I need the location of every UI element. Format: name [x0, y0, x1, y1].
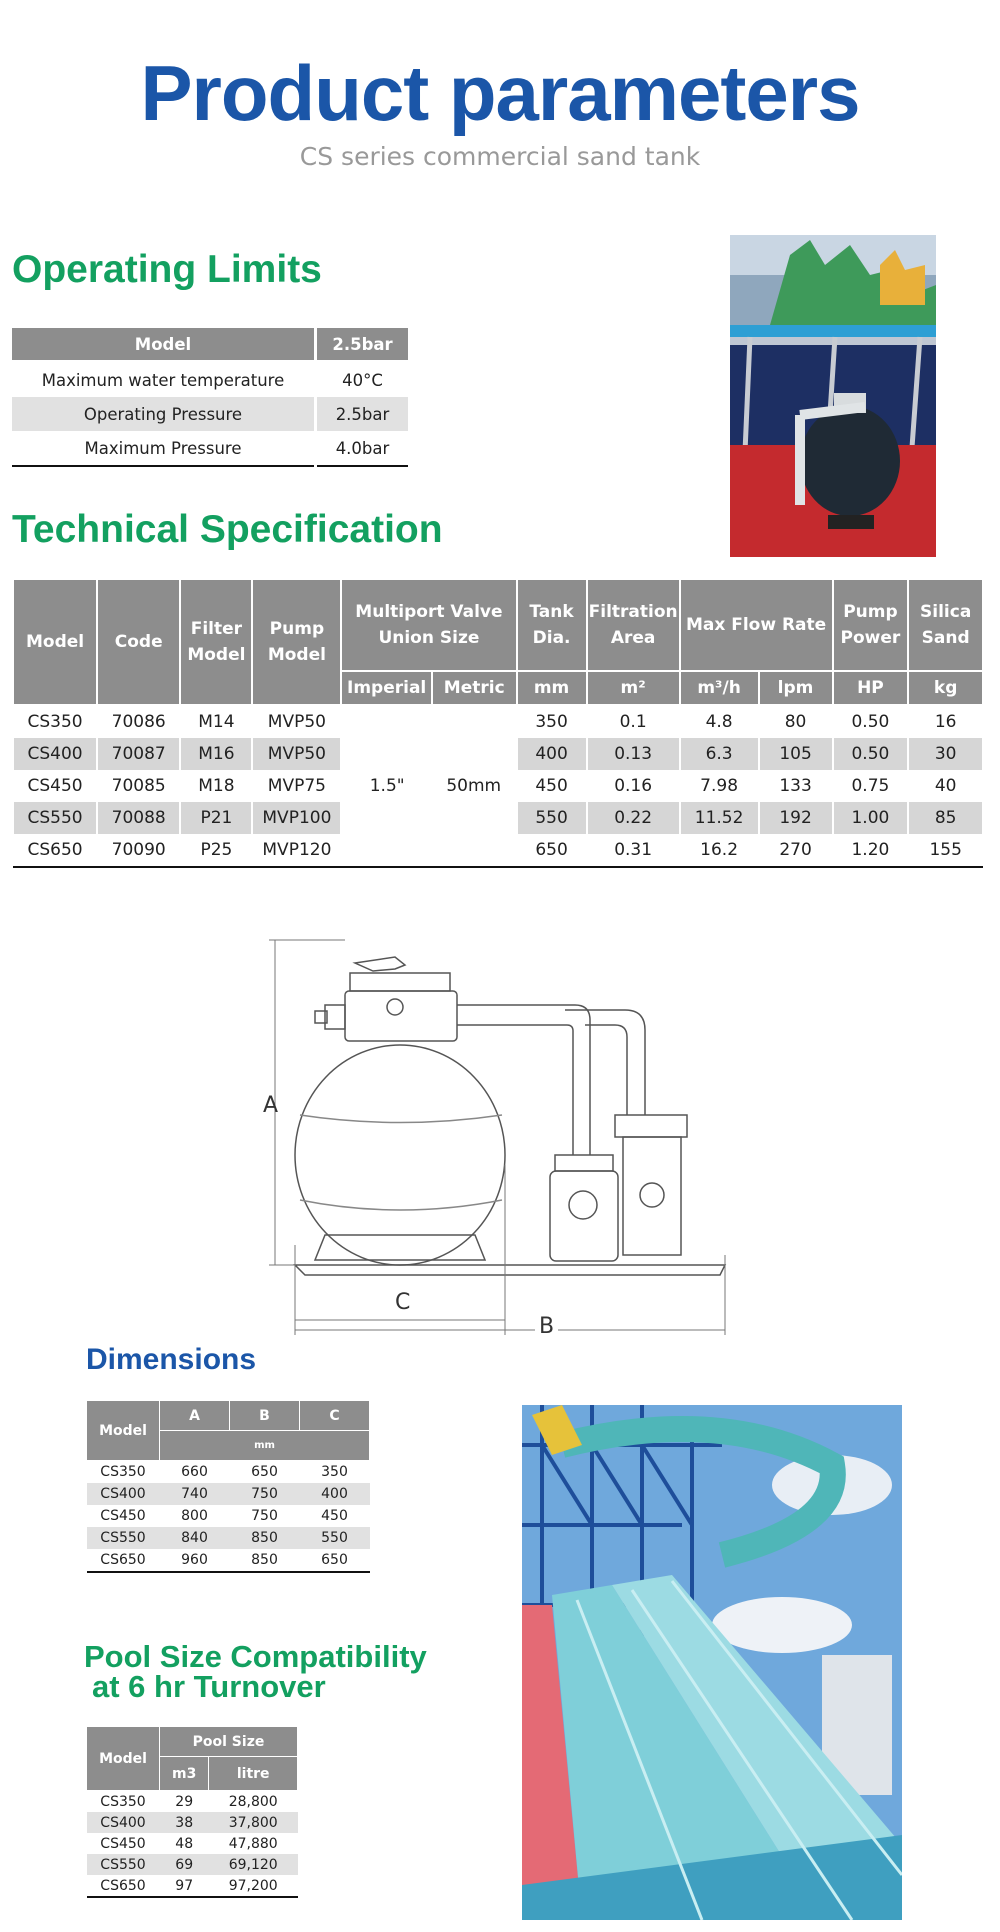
- table-row: [12, 431, 408, 466]
- tech-pump: MVP50: [252, 738, 341, 770]
- table-row: [12, 362, 408, 398]
- dim-a: 840: [160, 1527, 230, 1549]
- pool-litre: 47,880: [228, 1835, 278, 1852]
- table-row: [13, 705, 983, 738]
- dimension-c-label: C: [391, 1290, 414, 1315]
- dim-model: CS650: [87, 1549, 160, 1572]
- pool-litre: 28,800: [228, 1793, 278, 1810]
- table-row: [12, 397, 408, 431]
- tech-lpm: 192: [759, 802, 833, 834]
- pool-model: CS650: [87, 1875, 160, 1897]
- water-park-photo: [522, 1405, 902, 1920]
- operating-limits-heading: Operating Limits: [12, 248, 322, 291]
- tech-valve-imperial: 1.5": [341, 705, 432, 867]
- dim-unit: mm: [160, 1431, 370, 1461]
- table-row: [87, 1833, 298, 1854]
- tech-kg: 40: [934, 776, 957, 796]
- tech-m3h: 11.52: [680, 802, 759, 834]
- dim-a: 960: [160, 1549, 230, 1572]
- tech-m3h: 16.2: [680, 834, 759, 867]
- op-col-model: Model: [12, 328, 316, 362]
- tech-hp: 1.00: [833, 802, 909, 834]
- pool-col-model: Model: [87, 1727, 160, 1791]
- tech-model: CS350: [27, 712, 83, 732]
- tech-area: 0.22: [587, 802, 680, 834]
- pool-litre: 97,200: [209, 1875, 298, 1897]
- tech-m3h: 4.8: [705, 712, 733, 732]
- tech-unit-metric: Metric: [432, 671, 517, 705]
- technical-spec-table: [12, 578, 984, 868]
- tech-filter: M18: [198, 776, 235, 796]
- pool-col-group: Pool Size: [160, 1727, 298, 1757]
- tech-lpm: 133: [779, 776, 812, 796]
- tech-kg: 85: [908, 802, 983, 834]
- dim-c: 400: [300, 1483, 370, 1505]
- tech-tank: 650: [517, 834, 587, 867]
- dim-b: 750: [230, 1483, 300, 1505]
- dim-col-b: B: [230, 1401, 300, 1431]
- pool-m3: 69: [160, 1854, 209, 1875]
- tech-filter: M16: [180, 738, 252, 770]
- tech-col-sand: Silica Sand: [908, 579, 983, 671]
- dim-model: CS550: [87, 1527, 160, 1549]
- tech-pump: MVP50: [267, 712, 326, 732]
- tech-unit-flow-m3: m³/h: [680, 671, 759, 705]
- dim-a: 660: [181, 1464, 208, 1480]
- tech-pump: MVP120: [252, 834, 341, 867]
- pool-model: CS450: [100, 1835, 146, 1852]
- tech-unit-filtration: m²: [587, 671, 680, 705]
- table-row: [87, 1461, 370, 1484]
- dim-c: 350: [321, 1464, 348, 1480]
- op-value: 4.0bar: [316, 431, 409, 466]
- table-row: [87, 1791, 298, 1813]
- dim-model: CS400: [87, 1483, 160, 1505]
- tech-unit-tank: mm: [517, 671, 587, 705]
- table-row: [87, 1875, 298, 1897]
- table-row: [87, 1854, 298, 1875]
- pool-col-litre: litre: [209, 1757, 298, 1791]
- tech-code: 70090: [97, 834, 180, 867]
- tech-tank: 550: [517, 802, 587, 834]
- dimension-a-label: A: [263, 1093, 279, 1118]
- tech-pump: MVP75: [267, 776, 326, 796]
- dim-col-model: Model: [87, 1401, 160, 1461]
- dim-col-c: C: [300, 1401, 370, 1431]
- tech-unit-imperial: Imperial: [341, 671, 432, 705]
- tech-hp: 0.75: [851, 776, 890, 796]
- tech-unit-flow-lpm: lpm: [759, 671, 833, 705]
- pool-heading-line2: at 6 hr Turnover: [92, 1669, 326, 1704]
- tech-col-filtration: Filtration Area: [587, 579, 680, 671]
- tech-area: 0.13: [587, 738, 680, 770]
- tech-kg: 30: [908, 738, 983, 770]
- pool-size-heading: [84, 1639, 427, 1704]
- pool-m3: 38: [160, 1812, 209, 1833]
- op-label: Operating Pressure: [12, 397, 316, 431]
- tech-code: 70088: [97, 802, 180, 834]
- tech-model: CS400: [13, 738, 97, 770]
- tech-hp: 0.50: [851, 712, 890, 732]
- tech-unit-power: HP: [833, 671, 909, 705]
- dim-c: 450: [321, 1508, 348, 1524]
- dim-c: 550: [300, 1527, 370, 1549]
- dim-b: 850: [230, 1527, 300, 1549]
- op-value: 40°C: [316, 362, 409, 398]
- operating-limits-table: [12, 328, 408, 467]
- tech-col-model: Model: [13, 579, 97, 705]
- tech-tank: 450: [535, 776, 568, 796]
- dim-model: CS450: [100, 1508, 146, 1524]
- pool-filter-photo: [730, 235, 936, 557]
- op-value: 2.5bar: [316, 397, 409, 431]
- page-title: Product parameters: [140, 49, 860, 137]
- tech-pump: MVP100: [252, 802, 341, 834]
- dimension-b-label: B: [535, 1319, 558, 1335]
- tech-col-code: Code: [97, 579, 180, 705]
- dim-b: 850: [230, 1549, 300, 1572]
- dimensions-table: [86, 1400, 370, 1573]
- table-row: [87, 1549, 370, 1572]
- tech-code: 70085: [111, 776, 166, 796]
- op-label: Maximum Pressure: [12, 431, 316, 466]
- pool-col-m3: m3: [160, 1757, 209, 1791]
- tech-m3h: 7.98: [700, 776, 739, 796]
- tech-tank: 400: [517, 738, 587, 770]
- tech-col-valve: Multiport Valve Union Size: [341, 579, 516, 671]
- tech-model: CS550: [13, 802, 97, 834]
- dim-a: 800: [181, 1508, 208, 1524]
- dim-b: 650: [251, 1464, 278, 1480]
- dim-model: CS350: [100, 1464, 146, 1480]
- dim-a: 740: [160, 1483, 230, 1505]
- tech-col-tank: Tank Dia.: [517, 579, 587, 671]
- pool-size-table: [86, 1726, 298, 1898]
- pool-litre: 69,120: [209, 1854, 298, 1875]
- tech-kg: 16: [934, 712, 957, 732]
- tech-tank: 350: [535, 712, 568, 732]
- tech-area: 0.1: [619, 712, 647, 732]
- tech-lpm: 80: [784, 712, 807, 732]
- tech-kg: 155: [908, 834, 983, 867]
- tech-unit-sand: kg: [908, 671, 983, 705]
- dim-c: 650: [300, 1549, 370, 1572]
- tech-col-pump: Pump Model: [252, 579, 341, 705]
- tech-model: CS450: [27, 776, 83, 796]
- tech-filter: M14: [198, 712, 235, 732]
- pool-m3: 97: [160, 1875, 209, 1897]
- tech-col-filter: Filter Model: [180, 579, 252, 705]
- tech-code: 70087: [97, 738, 180, 770]
- tech-model: CS650: [13, 834, 97, 867]
- pool-model: CS400: [87, 1812, 160, 1833]
- tech-col-power: Pump Power: [833, 579, 909, 671]
- table-row: [87, 1812, 298, 1833]
- op-label: Maximum water temperature: [12, 362, 316, 398]
- tech-valve-metric: 50mm: [432, 705, 517, 867]
- technical-spec-heading: Technical Specification: [12, 508, 443, 551]
- table-row: [87, 1527, 370, 1549]
- pool-heading-line1: Pool Size Compatibility: [84, 1639, 427, 1674]
- table-row: [87, 1483, 370, 1505]
- tech-hp: 0.50: [833, 738, 909, 770]
- dim-col-a: A: [160, 1401, 230, 1431]
- tech-filter: P21: [180, 802, 252, 834]
- op-col-value: 2.5bar: [316, 328, 409, 362]
- table-row: [87, 1505, 370, 1527]
- pool-litre: 37,800: [209, 1812, 298, 1833]
- filter-system-diagram: [255, 935, 755, 1339]
- tech-lpm: 105: [759, 738, 833, 770]
- pool-m3: 29: [175, 1793, 194, 1810]
- pool-model: CS350: [100, 1793, 146, 1810]
- tech-filter: P25: [180, 834, 252, 867]
- dim-b: 750: [251, 1508, 278, 1524]
- tech-area: 0.31: [587, 834, 680, 867]
- tech-area: 0.16: [614, 776, 653, 796]
- dimensions-heading: Dimensions: [86, 1343, 257, 1376]
- tech-hp: 1.20: [833, 834, 909, 867]
- pool-model: CS550: [87, 1854, 160, 1875]
- tech-lpm: 270: [759, 834, 833, 867]
- pool-m3: 48: [175, 1835, 194, 1852]
- tech-col-flow: Max Flow Rate: [680, 579, 833, 671]
- tech-code: 70086: [111, 712, 166, 732]
- page-subtitle: CS series commercial sand tank: [299, 142, 701, 171]
- tech-m3h: 6.3: [680, 738, 759, 770]
